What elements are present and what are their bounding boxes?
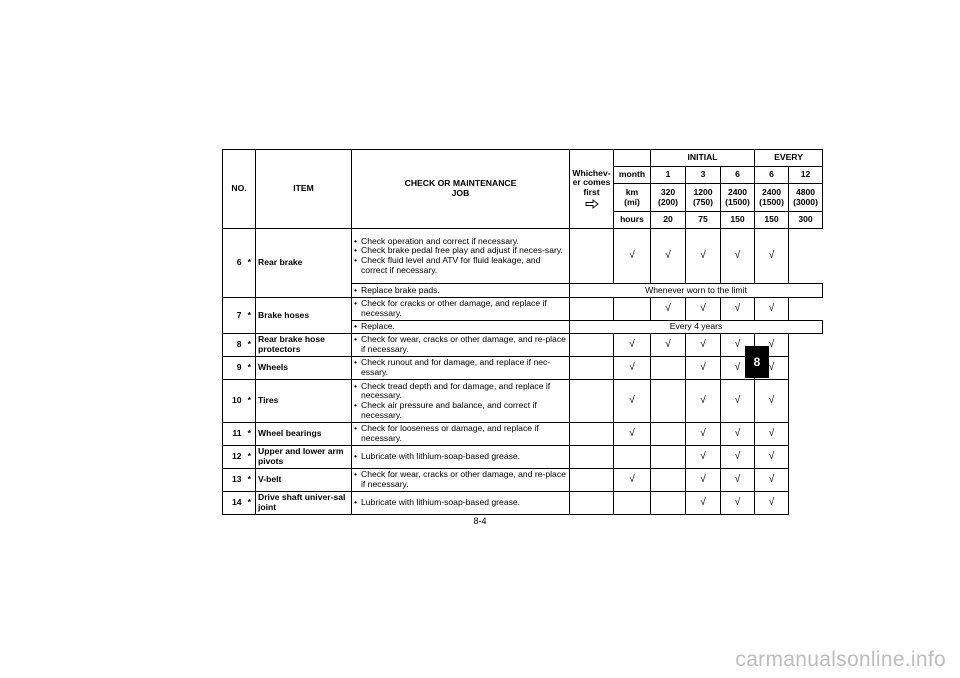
job-cell: [352, 492, 570, 515]
header-mi-unit: (mi): [624, 196, 640, 207]
header-km-unit: km: [625, 186, 639, 197]
table-row: [223, 469, 823, 492]
maintenance-chart-table: [222, 149, 823, 515]
check-mark: √: [755, 334, 789, 357]
check-mark: √: [755, 469, 789, 492]
check-mark: √: [651, 298, 686, 321]
job-text: • Check for wear, cracks or other damage, and re-place if necessary.: [354, 470, 567, 489]
header-initial: INITIAL: [651, 150, 755, 167]
header-distance: [721, 184, 755, 212]
header-check-job: [352, 150, 570, 229]
job-cell: [352, 321, 570, 334]
table-row: [223, 229, 823, 284]
check-mark: √: [686, 446, 721, 469]
asterisk-mark: *: [244, 229, 256, 298]
check-mark: √: [721, 357, 755, 380]
row-number: 10: [223, 380, 244, 423]
km-value: 2400: [761, 186, 782, 197]
check-mark: √: [651, 229, 686, 284]
whichever-cell: [570, 469, 614, 492]
header-km-label: [614, 184, 651, 212]
check-mark: √: [614, 469, 651, 492]
item-name: Rear brake hose protectors: [256, 334, 352, 357]
check-mark: √: [686, 229, 721, 284]
job-text: • Check operation and correct if necessary.: [354, 237, 567, 247]
check-mark: √: [755, 446, 789, 469]
job-cell: [352, 334, 570, 357]
check-mark: √: [721, 469, 755, 492]
job-text: • Replace.: [354, 322, 567, 332]
check-mark: √: [614, 357, 651, 380]
check-mark: √: [721, 380, 755, 423]
asterisk-mark: *: [244, 492, 256, 515]
check-mark: √: [686, 357, 721, 380]
job-text: • Check for cracks or other damage, and replace if necessary.: [354, 299, 567, 318]
empty-cell: [651, 469, 686, 492]
job-cell: [352, 469, 570, 492]
table-row: [223, 380, 823, 423]
check-mark: √: [686, 492, 721, 515]
header-whichever-line3: first: [583, 186, 600, 197]
job-text: • Check brake pedal free play and adjust if neces-sary.: [354, 246, 567, 256]
header-month: 12: [789, 167, 823, 184]
km-value: 1200: [693, 186, 713, 197]
check-mark: √: [686, 298, 721, 321]
row-number: 14: [223, 492, 244, 515]
mi-value: (3000): [793, 196, 818, 207]
header-distance: [686, 184, 721, 212]
mi-value: (750): [692, 196, 714, 207]
mi-value: (1500): [759, 196, 784, 207]
header-month: 3: [686, 167, 721, 184]
page-number: 8-4: [473, 516, 487, 526]
asterisk-mark: *: [244, 446, 256, 469]
check-mark: √: [614, 380, 651, 423]
job-text: • Check air pressure and balance, and correct if necessary.: [354, 401, 567, 420]
whichever-cell: [570, 298, 614, 321]
whichever-cell: [570, 229, 614, 284]
check-mark: √: [686, 380, 721, 423]
header-distance: [789, 184, 823, 212]
header-corner-cell: [614, 150, 651, 167]
check-mark: √: [721, 334, 755, 357]
check-mark: √: [755, 492, 789, 515]
job-cell: [352, 229, 570, 284]
whichever-cell: [570, 334, 614, 357]
header-month-label: month: [614, 167, 651, 184]
header-hours: 150: [755, 212, 789, 229]
item-name: Brake hoses: [256, 298, 352, 334]
header-check-line2: JOB: [451, 188, 470, 198]
table-row: [223, 492, 823, 515]
empty-cell: [614, 298, 651, 321]
header-hours: 300: [789, 212, 823, 229]
mi-value: (1500): [725, 196, 750, 207]
item-name: Wheels: [256, 357, 352, 380]
asterisk-mark: *: [244, 334, 256, 357]
item-name: Wheel bearings: [256, 423, 352, 446]
job-cell: [352, 423, 570, 446]
whichever-cell: [570, 492, 614, 515]
asterisk-mark: *: [244, 298, 256, 334]
item-name: Drive shaft univer-sal joint: [256, 492, 352, 515]
row-number: 12: [223, 446, 244, 469]
table-row: [223, 298, 823, 321]
job-text: • Check tread depth and for damage, and replace if necessary.: [354, 382, 567, 401]
job-text: • Check for wear, cracks or other damage, and re-place if necessary.: [354, 335, 567, 354]
job-text: • Lubricate with lithium-soap-based grease.: [354, 498, 567, 508]
whichever-cell: [570, 446, 614, 469]
header-hours: 150: [721, 212, 755, 229]
km-value: 4800: [795, 186, 816, 197]
empty-cell: [651, 492, 686, 515]
check-mark: √: [686, 423, 721, 446]
watermark: carmanualsonline.info: [735, 648, 946, 671]
job-text: • Check runout and for damage, and replace if nec-essary.: [354, 358, 567, 377]
asterisk-mark: *: [244, 469, 256, 492]
job-cell: [352, 298, 570, 321]
item-name: Tires: [256, 380, 352, 423]
whichever-cell: [570, 380, 614, 423]
header-no: NO.: [223, 150, 256, 229]
header-month: 1: [651, 167, 686, 184]
empty-cell: [651, 357, 686, 380]
row-number: 9: [223, 357, 244, 380]
check-mark: √: [614, 423, 651, 446]
row-number: 11: [223, 423, 244, 446]
whichever-cell: [570, 357, 614, 380]
job-text: • Replace brake pads.: [354, 286, 567, 296]
mi-value: (200): [657, 196, 679, 207]
table-row: [223, 446, 823, 469]
chapter-tab: 8: [745, 346, 769, 378]
check-mark: √: [686, 469, 721, 492]
whichever-cell: [570, 423, 614, 446]
item-name: Rear brake: [256, 229, 352, 298]
item-name: Upper and lower arm pivots: [256, 446, 352, 469]
header-whichever-line2: er comes: [572, 177, 611, 188]
check-mark: √: [755, 229, 789, 284]
km-value: 320: [660, 186, 676, 197]
row-number: 6: [223, 229, 244, 298]
check-mark: √: [755, 380, 789, 423]
arrow-right-icon: [585, 199, 599, 209]
table-row: [223, 334, 823, 357]
check-mark: √: [686, 334, 721, 357]
check-mark: √: [651, 334, 686, 357]
check-mark: √: [755, 298, 789, 321]
header-hours: 20: [651, 212, 686, 229]
empty-cell: [651, 423, 686, 446]
km-value: 2400: [727, 186, 748, 197]
asterisk-mark: *: [244, 357, 256, 380]
asterisk-mark: *: [244, 380, 256, 423]
item-name: V-belt: [256, 469, 352, 492]
check-mark: √: [721, 229, 755, 284]
job-cell: [352, 284, 570, 298]
header-whichever-line1: Whichev-: [572, 167, 611, 178]
check-mark: √: [721, 492, 755, 515]
job-cell: [352, 357, 570, 380]
check-mark: √: [614, 334, 651, 357]
job-text: • Check for looseness or damage, and replace if necessary.: [354, 424, 567, 443]
header-item: ITEM: [256, 150, 352, 229]
table-row: [223, 423, 823, 446]
row-number: 7: [223, 298, 244, 334]
interval-span-text: Whenever worn to the limit: [570, 284, 823, 298]
job-text: • Check fluid level and ATV for fluid leakage, and correct if necessary.: [354, 256, 567, 275]
header-hours-label: hours: [614, 212, 651, 229]
empty-cell: [651, 380, 686, 423]
header-month: 6: [755, 167, 789, 184]
check-mark: √: [755, 357, 789, 380]
table-row: [223, 357, 823, 380]
header-check-line1: CHECK OR MAINTENANCE: [404, 178, 517, 189]
job-cell: [352, 380, 570, 423]
check-mark: √: [721, 446, 755, 469]
empty-cell: [651, 446, 686, 469]
check-mark: √: [614, 229, 651, 284]
header-distance: [651, 184, 686, 212]
job-cell: [352, 446, 570, 469]
job-text: • Lubricate with lithium-soap-based grease.: [354, 452, 567, 462]
header-whichever: [570, 150, 614, 229]
header-every: EVERY: [755, 150, 823, 167]
check-mark: √: [755, 423, 789, 446]
empty-cell: [614, 492, 651, 515]
interval-span-text: Every 4 years: [570, 321, 823, 334]
header-month: 6: [721, 167, 755, 184]
header-distance: [755, 184, 789, 212]
row-number: 13: [223, 469, 244, 492]
check-mark: √: [721, 423, 755, 446]
check-mark: √: [721, 298, 755, 321]
empty-cell: [614, 446, 651, 469]
header-hours: 75: [686, 212, 721, 229]
row-number: 8: [223, 334, 244, 357]
asterisk-mark: *: [244, 423, 256, 446]
